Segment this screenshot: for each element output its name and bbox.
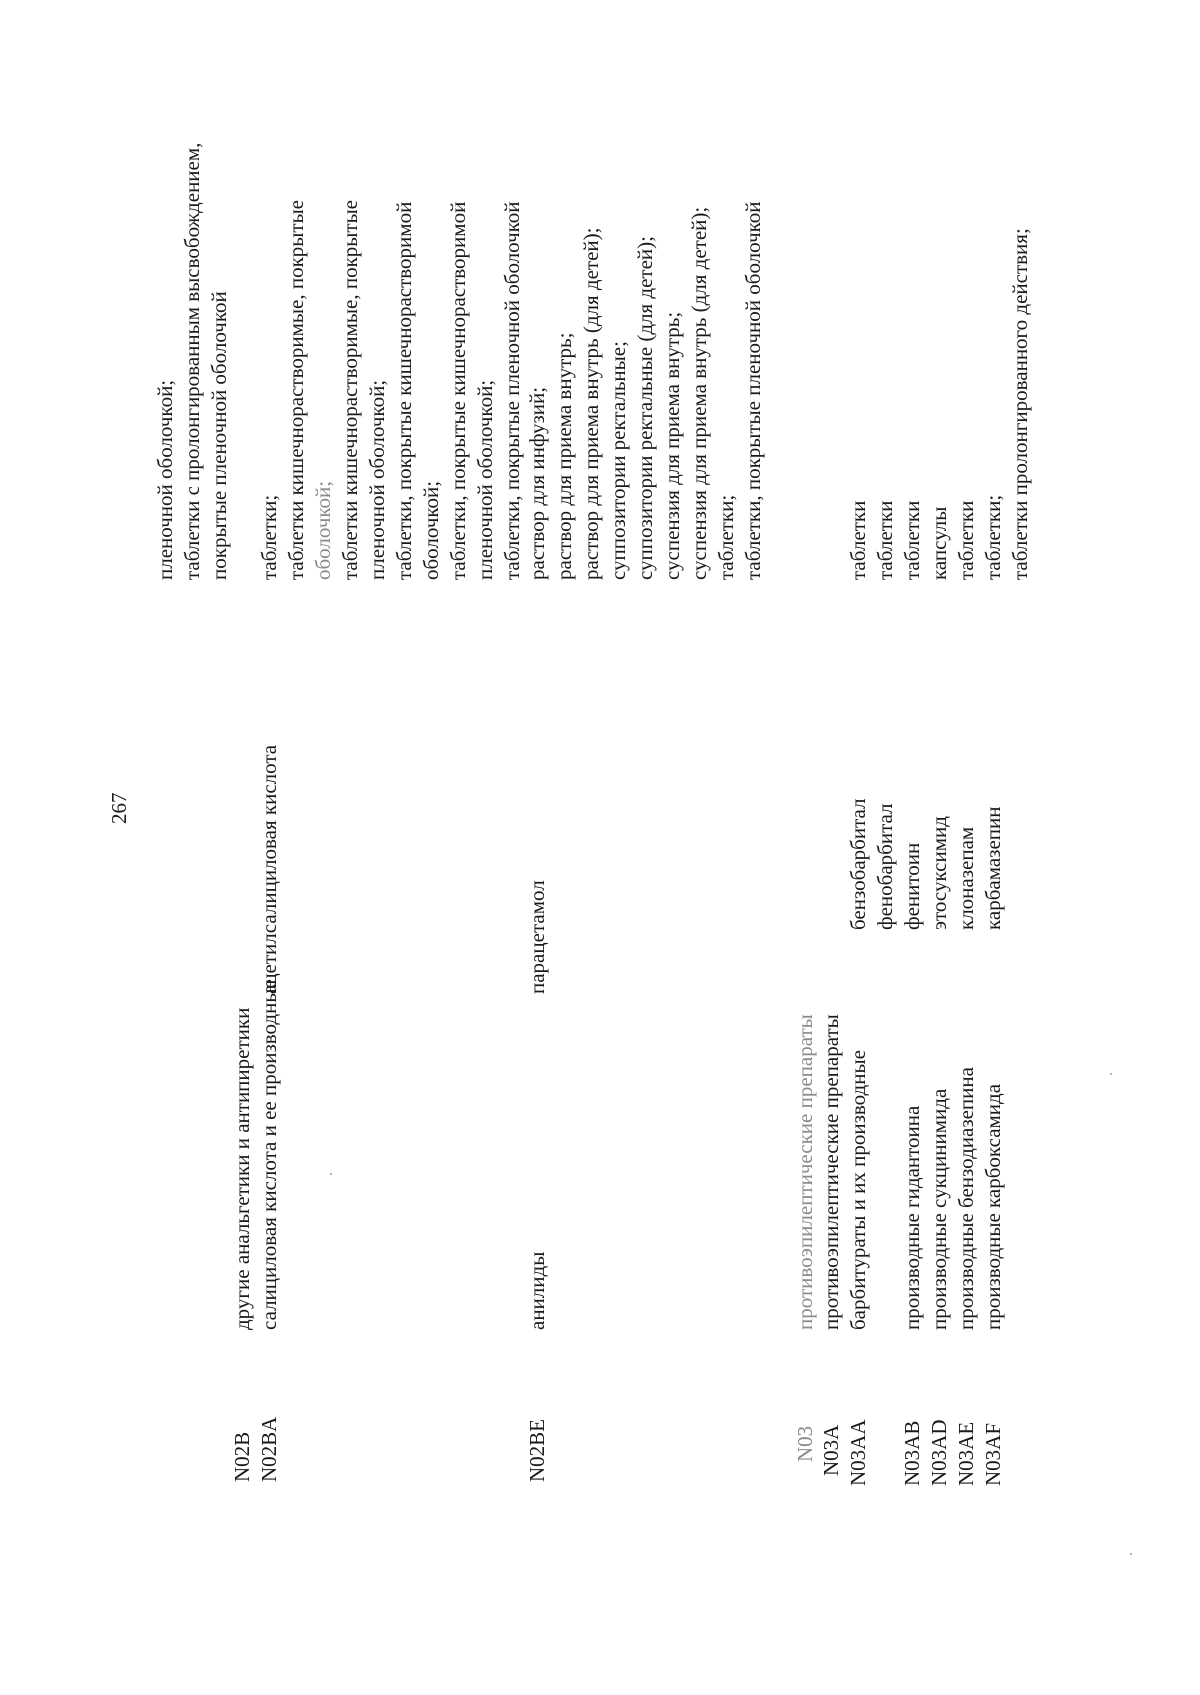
substance: бензобарбитал <box>846 798 870 930</box>
dosage-form: таблетки, покрытые пленочной оболочкой <box>500 201 524 580</box>
dosage-form: таблетки, покрытые кишечнорастворимой <box>446 201 470 580</box>
dosage-form: суспензия для приема внутрь (для детей); <box>687 206 711 580</box>
dosage-form: суппозитории ректальные (для детей); <box>633 236 657 580</box>
atc-code: N02BE <box>525 1419 549 1482</box>
carryover-form: пленочной оболочкой; <box>153 379 177 580</box>
atc-code: N03AA <box>846 1419 870 1486</box>
substance: этосуксимид <box>927 816 951 930</box>
class-name: производные гидантоина <box>900 1105 924 1330</box>
class-name: салициловая кислота и ее производные <box>257 979 281 1330</box>
dosage-form: раствор для инфузий; <box>525 386 549 580</box>
atc-code: N02B <box>230 1431 254 1482</box>
dosage-form: таблетки <box>954 500 978 580</box>
dosage-form: таблетки; <box>981 494 1005 580</box>
class-name: противоэпилептические препараты <box>793 1014 817 1330</box>
class-name: противоэпилептические препараты <box>819 1014 843 1330</box>
dosage-form: суппозитории ректальные; <box>606 341 630 580</box>
dosage-form: оболочкой; <box>419 480 443 580</box>
carryover-form: покрытые пленочной оболочкой <box>207 291 231 580</box>
dosage-form: таблетки кишечнорастворимые, покрытые <box>284 200 308 580</box>
dosage-form: таблетки кишечнорастворимые, покрытые <box>338 200 362 580</box>
dosage-form: пленочной оболочкой; <box>365 379 389 580</box>
atc-code: N03AD <box>927 1419 951 1486</box>
scan-speck <box>330 1173 332 1175</box>
class-name: производные карбоксамида <box>981 1083 1005 1330</box>
dosage-form: раствор для приема внутрь (для детей); <box>579 227 603 580</box>
class-name: другие анальгетики и антипиретики <box>230 1007 254 1330</box>
atc-code: N03AB <box>900 1420 924 1486</box>
atc-code: N02BA <box>257 1416 281 1482</box>
atc-code: N03AF <box>981 1422 1005 1486</box>
dosage-form: таблетки, покрытые кишечнорастворимой <box>392 201 416 580</box>
class-name: барбитураты и их производные <box>846 1050 870 1330</box>
dosage-form: таблетки; <box>257 494 281 580</box>
dosage-form: таблетки <box>873 500 897 580</box>
page-number: 267 <box>107 792 131 824</box>
dosage-form: таблетки пролонгированного действия; <box>1008 228 1032 580</box>
class-name: производные бензодиазепина <box>954 1067 978 1330</box>
scan-speck <box>1110 1073 1112 1075</box>
atc-code: N03A <box>819 1424 843 1476</box>
dosage-form: суспензия для приема внутрь; <box>660 311 684 580</box>
dosage-form: таблетки <box>846 500 870 580</box>
atc-code: N03AE <box>954 1421 978 1486</box>
substance: клоназепам <box>954 826 978 930</box>
dosage-form: раствор для приема внутрь; <box>552 332 576 580</box>
class-name: анилиды <box>525 1251 549 1330</box>
dosage-form: таблетки; <box>714 494 738 580</box>
atc-code: N03 <box>793 1425 817 1462</box>
substance: ацетилсалициловая кислота <box>257 744 281 994</box>
dosage-form: оболочкой; <box>311 480 335 580</box>
substance: фенобарбитал <box>873 803 897 930</box>
dosage-form: капсулы <box>927 506 951 580</box>
substance: карбамазепин <box>981 806 1005 930</box>
class-name: производные сукцинимида <box>927 1088 951 1330</box>
dosage-form: таблетки <box>900 500 924 580</box>
substance: фенитоин <box>900 842 924 930</box>
carryover-form: таблетки с пролонгированным высвобождением, <box>180 142 204 580</box>
scan-speck <box>1130 1553 1132 1555</box>
substance: парацетамол <box>525 880 549 994</box>
dosage-form: таблетки, покрытые пленочной оболочкой <box>741 201 765 580</box>
dosage-form: пленочной оболочкой; <box>473 379 497 580</box>
